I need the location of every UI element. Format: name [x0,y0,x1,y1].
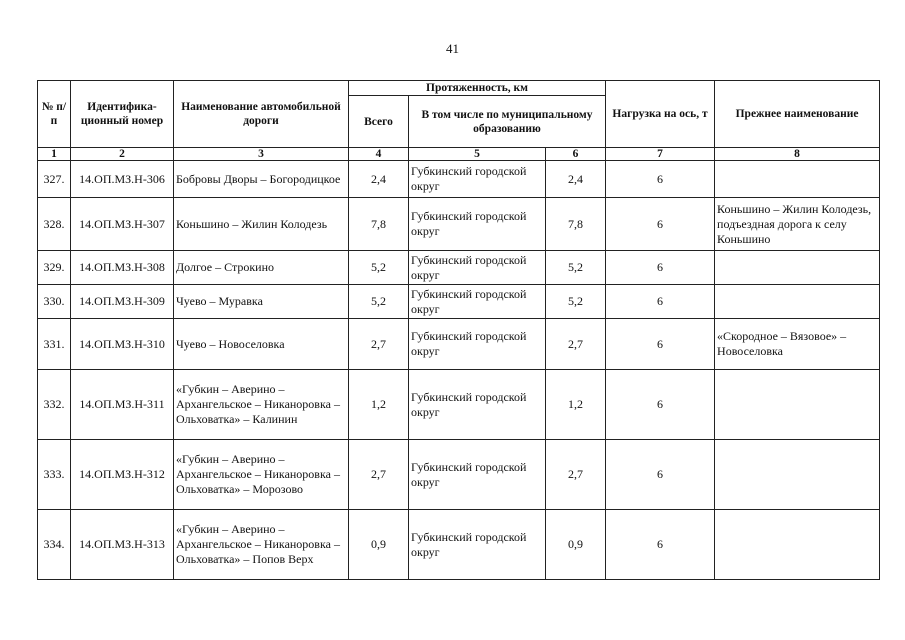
table-row [38,161,880,198]
col-number: 7 [606,148,715,161]
road-name: Чуево – Новоселовка [174,319,349,370]
total-length: 7,8 [349,198,409,251]
previous-name [715,285,880,319]
road-name: Бобровы Дворы – Богородицкое [174,161,349,198]
municipality-name: Губкинский городской округ [409,510,546,580]
row-number: 331. [38,319,71,370]
header-axle: Нагрузка на ось, т [606,81,715,148]
row-number: 334. [38,510,71,580]
row-number: 330. [38,285,71,319]
municipality-length: 2,7 [546,319,606,370]
table-row [38,319,880,370]
total-length: 5,2 [349,251,409,285]
municipality-name: Губкинский городской округ [409,251,546,285]
total-length: 2,7 [349,440,409,510]
road-name: «Губкин – Аверино – Архангельское – Никаноровка – Ольховатка» – Попов Верх [174,510,349,580]
axle-load: 6 [606,319,715,370]
table-row [38,440,880,510]
table-row [38,198,880,251]
col-number: 2 [71,148,174,161]
municipality-name: Губкинский городской округ [409,285,546,319]
col-number: 1 [38,148,71,161]
previous-name: «Скородное – Вязовое» – Новоселовка [715,319,880,370]
header-including: В том числе по муниципальному образованию [409,96,606,148]
previous-name [715,510,880,580]
municipality-length: 0,9 [546,510,606,580]
header-num: № п/п [38,81,71,148]
row-number: 328. [38,198,71,251]
municipality-length: 1,2 [546,370,606,440]
municipality-length: 5,2 [546,285,606,319]
road-name: «Губкин – Аверино – Архангельское – Никаноровка – Ольховатка» – Калинин [174,370,349,440]
municipality-length: 7,8 [546,198,606,251]
axle-load: 6 [606,198,715,251]
total-length: 2,7 [349,319,409,370]
road-name: «Губкин – Аверино – Архангельское – Никаноровка – Ольховатка» – Морозово [174,440,349,510]
road-id: 14.ОП.МЗ.Н-306 [71,161,174,198]
municipality-name: Губкинский городской округ [409,370,546,440]
row-number: 327. [38,161,71,198]
total-length: 5,2 [349,285,409,319]
header-prev: Прежнее наименование [715,81,880,148]
total-length: 0,9 [349,510,409,580]
table-row [38,285,880,319]
road-name: Коньшино – Жилин Колодезь [174,198,349,251]
municipality-name: Губкинский городской округ [409,161,546,198]
total-length: 1,2 [349,370,409,440]
road-id: 14.ОП.МЗ.Н-312 [71,440,174,510]
table-row [38,251,880,285]
row-number: 332. [38,370,71,440]
row-number: 329. [38,251,71,285]
previous-name: Коньшино – Жилин Колодезь, подъездная дорога к селу Коньшино [715,198,880,251]
axle-load: 6 [606,285,715,319]
axle-load: 6 [606,370,715,440]
axle-load: 6 [606,161,715,198]
total-length: 2,4 [349,161,409,198]
road-id: 14.ОП.МЗ.Н-311 [71,370,174,440]
table-row [38,370,880,440]
col-number: 8 [715,148,880,161]
municipality-name: Губкинский городской округ [409,440,546,510]
axle-load: 6 [606,440,715,510]
municipality-length: 5,2 [546,251,606,285]
col-number: 4 [349,148,409,161]
road-id: 14.ОП.МЗ.Н-310 [71,319,174,370]
roads-table [37,80,880,580]
road-id: 14.ОП.МЗ.Н-309 [71,285,174,319]
header-total: Всего [349,96,409,148]
col-number: 5 [409,148,546,161]
municipality-length: 2,7 [546,440,606,510]
municipality-name: Губкинский городской округ [409,198,546,251]
header-id: Идентифика-ционный номер [71,81,174,148]
previous-name [715,251,880,285]
road-id: 14.ОП.МЗ.Н-313 [71,510,174,580]
table-row [38,510,880,580]
col-number: 6 [546,148,606,161]
previous-name [715,161,880,198]
municipality-length: 2,4 [546,161,606,198]
road-id: 14.ОП.МЗ.Н-308 [71,251,174,285]
previous-name [715,370,880,440]
previous-name [715,440,880,510]
road-name: Долгое – Строкино [174,251,349,285]
page-number: 41 [446,41,459,56]
axle-load: 6 [606,251,715,285]
header-length: Протяженность, км [349,81,606,96]
col-number: 3 [174,148,349,161]
municipality-name: Губкинский городской округ [409,319,546,370]
axle-load: 6 [606,510,715,580]
road-id: 14.ОП.МЗ.Н-307 [71,198,174,251]
header-name: Наименование автомобильной дороги [174,81,349,148]
column-number-row [38,148,880,161]
road-name: Чуево – Муравка [174,285,349,319]
row-number: 333. [38,440,71,510]
